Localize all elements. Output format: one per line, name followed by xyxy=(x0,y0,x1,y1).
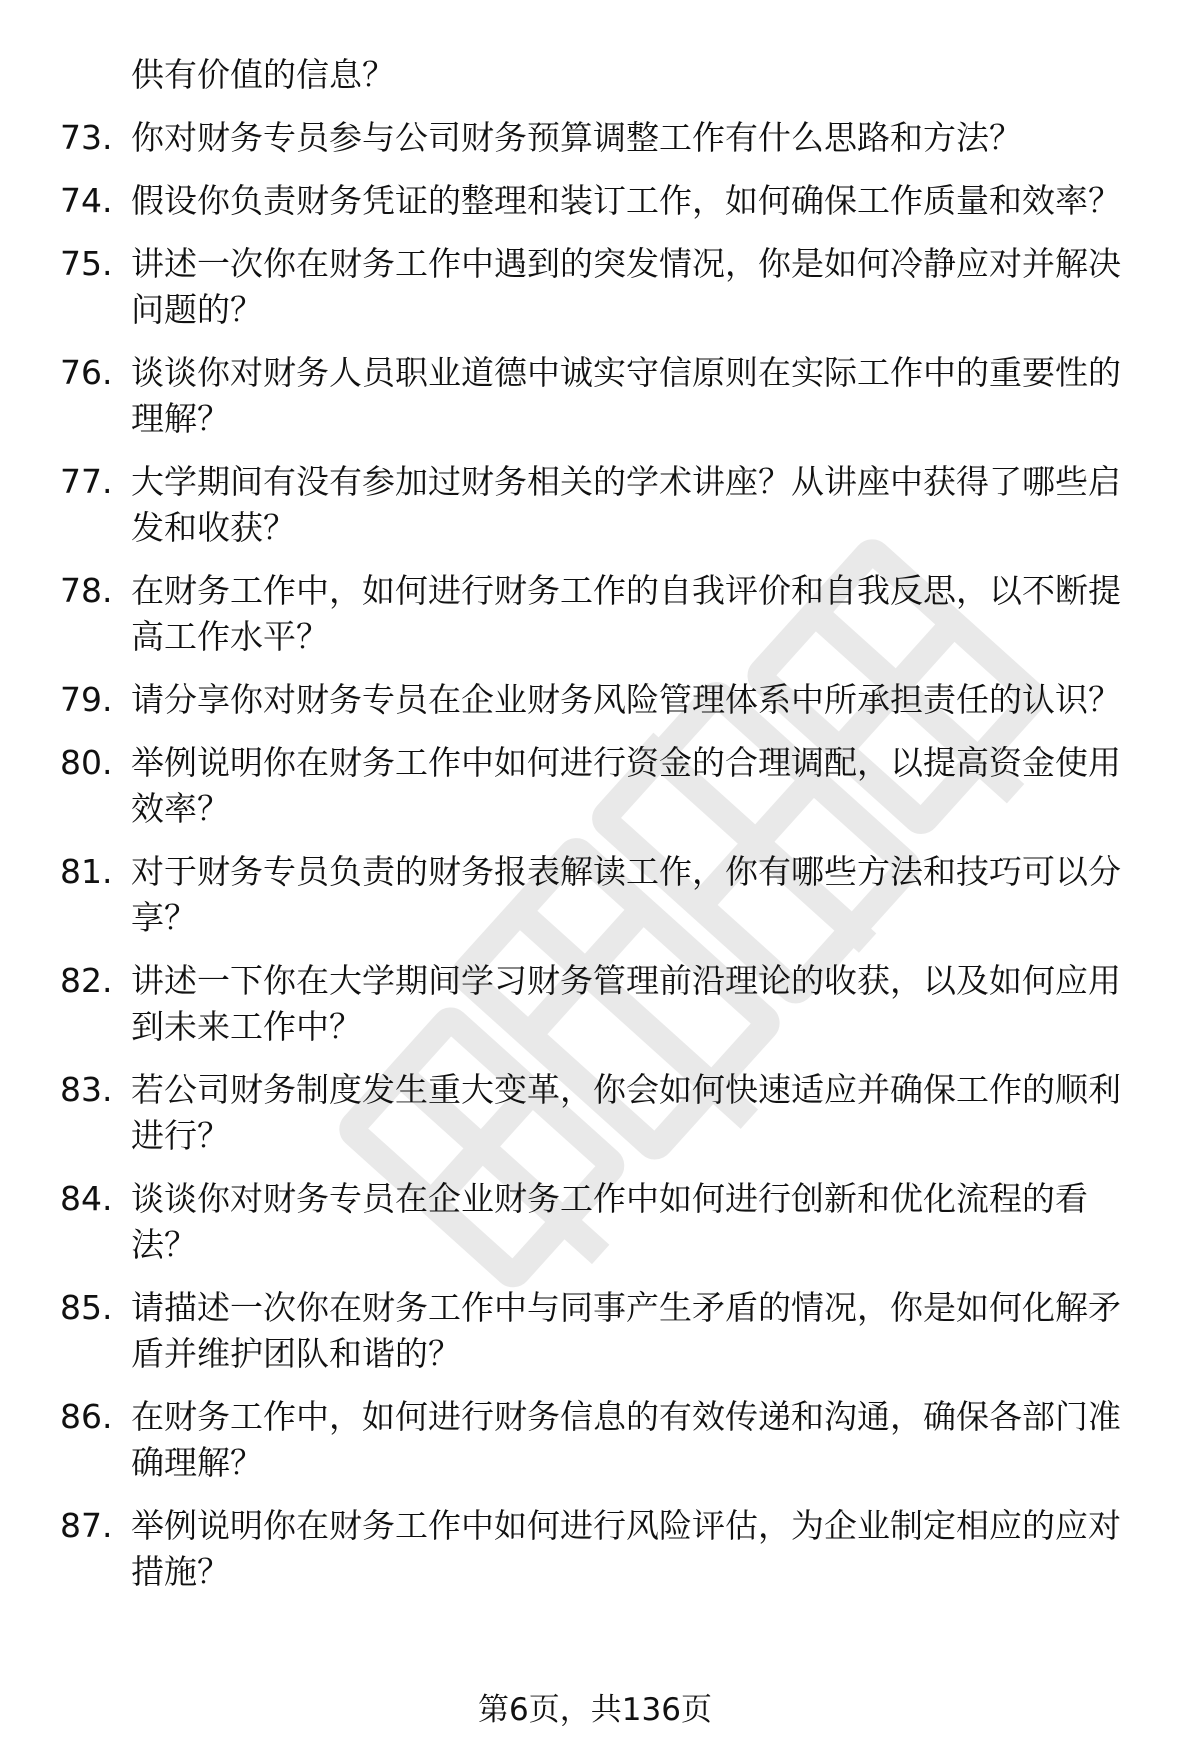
question-text: 对于财务专员负责的财务报表解读工作，你有哪些方法和技巧可以分享？ xyxy=(131,852,1121,937)
list-item xyxy=(0,1394,1190,1486)
question-number: 87. xyxy=(60,1506,113,1545)
question-number: 78. xyxy=(60,571,113,610)
list-item xyxy=(0,958,1190,1050)
page-footer: 第6页，共136页 xyxy=(478,1692,712,1728)
question-number: 86. xyxy=(60,1397,113,1436)
question-text: 谈谈你对财务人员职业道德中诚实守信原则在实际工作中的重要性的理解？ xyxy=(131,353,1121,438)
question-text: 举例说明你在财务工作中如何进行资金的合理调配，以提高资金使用效率？ xyxy=(131,743,1121,828)
question-number: 74. xyxy=(60,181,113,220)
question-number: 85. xyxy=(60,1288,113,1327)
question-text: 请分享你对财务专员在企业财务风险管理体系中所承担责任的认识？ xyxy=(131,680,1121,719)
list-item xyxy=(0,1285,1190,1377)
question-text: 大学期间有没有参加过财务相关的学术讲座？从讲座中获得了哪些启发和收获？ xyxy=(131,462,1121,547)
continuation-text: 供有价值的信息？ xyxy=(131,55,395,94)
list-item xyxy=(0,459,1190,551)
question-number: 80. xyxy=(60,743,113,782)
question-text: 请描述一次你在财务工作中与同事产生矛盾的情况，你是如何化解矛盾并维护团队和谐的？ xyxy=(131,1288,1121,1373)
list-item xyxy=(0,241,1190,333)
question-text: 假设你负责财务凭证的整理和装订工作，如何确保工作质量和效率？ xyxy=(131,181,1121,220)
question-text: 谈谈你对财务专员在企业财务工作中如何进行创新和优化流程的看法？ xyxy=(131,1179,1088,1264)
list-item xyxy=(0,1067,1190,1159)
question-text: 讲述一下你在大学期间学习财务管理前沿理论的收获，以及如何应用到未来工作中？ xyxy=(131,961,1121,1046)
list-item xyxy=(0,1176,1190,1268)
list-item xyxy=(0,350,1190,442)
list-item xyxy=(0,568,1190,660)
question-number: 84. xyxy=(60,1179,113,1218)
question-number: 77. xyxy=(60,462,113,501)
question-text: 在财务工作中，如何进行财务信息的有效传递和沟通，确保各部门准确理解？ xyxy=(131,1397,1121,1482)
question-text: 讲述一次你在财务工作中遇到的突发情况，你是如何冷静应对并解决问题的？ xyxy=(131,244,1121,329)
question-text: 你对财务专员参与公司财务预算调整工作有什么思路和方法？ xyxy=(131,118,1022,157)
question-list xyxy=(0,115,1190,1612)
question-number: 82. xyxy=(60,961,113,1000)
question-number: 75. xyxy=(60,244,113,283)
question-text: 在财务工作中，如何进行财务工作的自我评价和自我反思，以不断提高工作水平？ xyxy=(131,571,1121,656)
question-number: 76. xyxy=(60,353,113,392)
question-number: 79. xyxy=(60,680,113,719)
list-item xyxy=(0,1503,1190,1595)
question-text: 若公司财务制度发生重大变革，你会如何快速适应并确保工作的顺利进行？ xyxy=(131,1070,1121,1155)
question-number: 81. xyxy=(60,852,113,891)
list-item xyxy=(0,740,1190,832)
question-number: 83. xyxy=(60,1070,113,1109)
list-item xyxy=(0,849,1190,941)
list-item xyxy=(0,677,1190,723)
list-item xyxy=(0,178,1190,224)
question-number: 73. xyxy=(60,118,113,157)
list-item xyxy=(0,115,1190,161)
question-text: 举例说明你在财务工作中如何进行风险评估，为企业制定相应的应对措施？ xyxy=(131,1506,1121,1591)
